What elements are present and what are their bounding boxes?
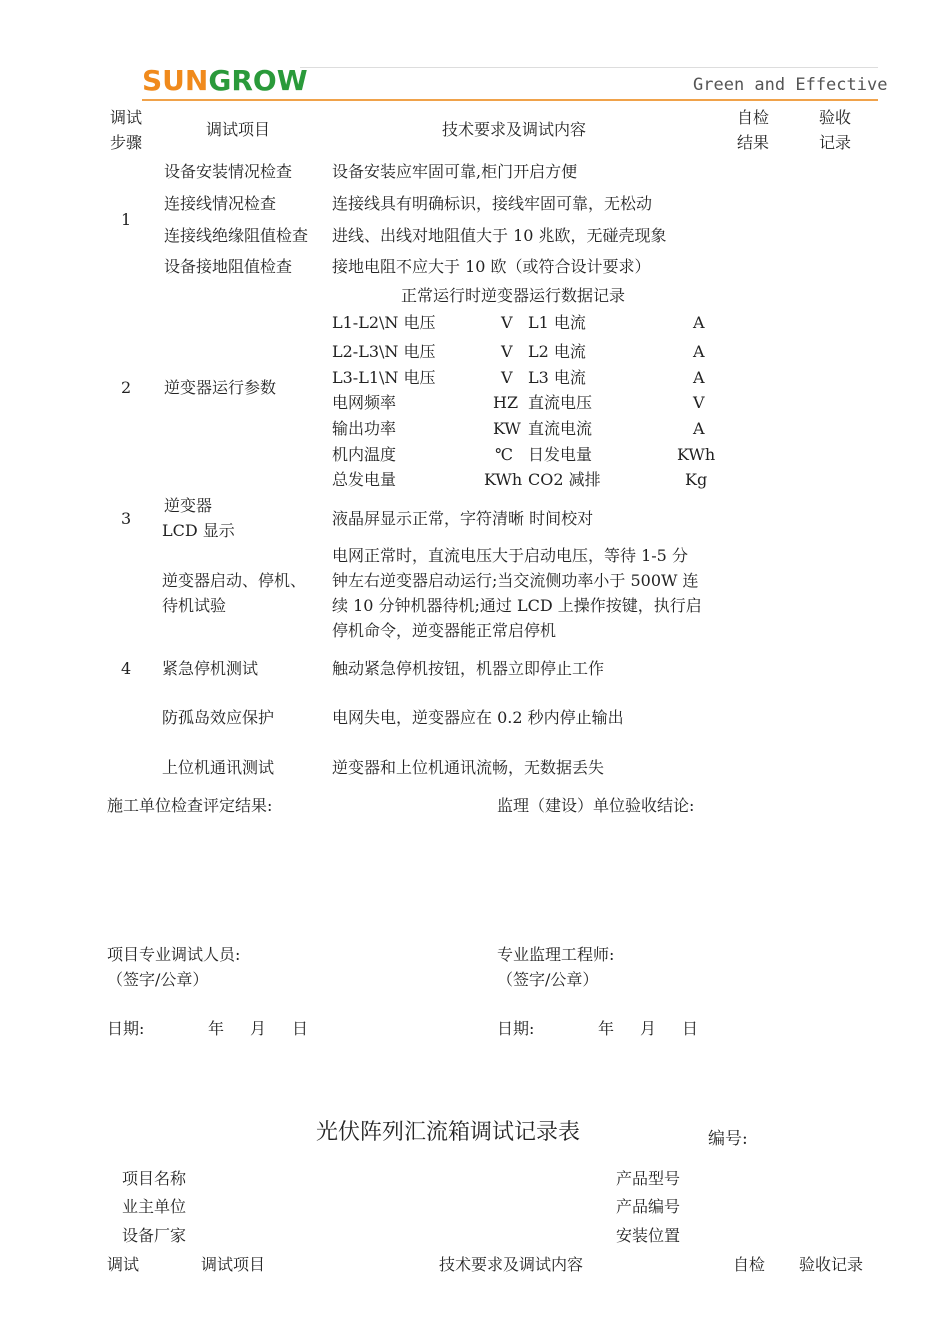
param-left-unit: KW bbox=[493, 419, 521, 438]
param-right-unit: A bbox=[693, 419, 705, 438]
s1-content-4: 接地电阻不应大于 10 欧（或符合设计要求） bbox=[332, 257, 651, 276]
step-number-2: 2 bbox=[121, 378, 132, 397]
left-date-month: 月 bbox=[250, 1019, 267, 1038]
left-date-year: 年 bbox=[208, 1019, 225, 1038]
param-right-label: L3 电流 bbox=[528, 368, 586, 387]
s4-r1-content-line2: 钟左右逆变器启动运行;当交流侧功率小于 500W 连 bbox=[332, 571, 699, 590]
s4-r2-content: 触动紧急停机按钮，机器立即停止工作 bbox=[332, 659, 605, 678]
param-left-unit: V bbox=[501, 368, 513, 387]
form2-th-content: 技术要求及调试内容 bbox=[439, 1255, 584, 1274]
s3-item-line1: 逆变器 bbox=[164, 496, 213, 515]
form2-project-name-label: 项目名称 bbox=[122, 1169, 187, 1188]
s1-content-3: 进线、出线对地阻值大于 10 兆欧，无碰壳现象 bbox=[332, 226, 667, 245]
form2-location-label: 安装位置 bbox=[616, 1226, 681, 1245]
param-left-label: 电网频率 bbox=[332, 393, 397, 412]
right-date-month: 月 bbox=[640, 1019, 657, 1038]
th-self-line1: 自检 bbox=[737, 108, 770, 127]
param-left-label: 机内温度 bbox=[332, 445, 397, 464]
s3-item-line2: LCD 显示 bbox=[162, 521, 235, 540]
logo-text-grow: GROW bbox=[208, 64, 308, 97]
param-right-unit: A bbox=[693, 313, 705, 332]
param-right-label: 直流电流 bbox=[528, 419, 593, 438]
s4-r1-item-line1: 逆变器启动、停机、 bbox=[162, 571, 307, 590]
th-acc-line2: 记录 bbox=[819, 133, 852, 152]
s1-item-3: 连接线绝缘阻值检查 bbox=[164, 226, 309, 245]
form2-serial-label: 产品编号 bbox=[616, 1197, 681, 1216]
left-date-day: 日 bbox=[292, 1019, 309, 1038]
s4-r1-content-line1: 电网正常时，直流电压大于启动电压，等待 1-5 分 bbox=[332, 546, 688, 565]
param-right-label: 直流电压 bbox=[528, 393, 593, 412]
param-right-unit: KWh bbox=[677, 445, 716, 464]
param-left-label: 输出功率 bbox=[332, 419, 397, 438]
step-number-1: 1 bbox=[121, 210, 132, 229]
s1-content-2: 连接线具有明确标识，接线牢固可靠，无松动 bbox=[332, 194, 653, 213]
th-acc-line1: 验收 bbox=[819, 108, 852, 127]
form2-owner-label: 业主单位 bbox=[122, 1197, 187, 1216]
right-date-year: 年 bbox=[598, 1019, 615, 1038]
param-right-unit: Kg bbox=[685, 470, 708, 489]
s2-item: 逆变器运行参数 bbox=[164, 378, 277, 397]
left-date-label: 日期: bbox=[107, 1019, 145, 1038]
th-self-line2: 结果 bbox=[737, 133, 770, 152]
param-right-unit: A bbox=[693, 368, 705, 387]
sungrow-logo bbox=[142, 66, 308, 96]
s4-r1-item-line2: 待机试验 bbox=[162, 596, 227, 615]
contractor-evaluation-label: 施工单位检查评定结果: bbox=[107, 796, 273, 815]
form2-th-step: 调试 bbox=[107, 1255, 140, 1274]
supervisor-conclusion-label: 监理（建设）单位验收结论: bbox=[497, 796, 695, 815]
form2-number-label: 编号: bbox=[708, 1129, 748, 1149]
form2-th-item: 调试项目 bbox=[201, 1255, 266, 1274]
param-left-unit: V bbox=[501, 342, 513, 361]
s1-item-2: 连接线情况检查 bbox=[164, 194, 277, 213]
s1-content-1: 设备安装应牢固可靠,柜门开启方便 bbox=[332, 162, 578, 181]
param-left-unit: V bbox=[501, 313, 513, 332]
param-left-unit: HZ bbox=[493, 393, 519, 412]
param-right-label: CO2 减排 bbox=[528, 470, 601, 489]
param-right-label: L1 电流 bbox=[528, 313, 586, 332]
s1-item-1: 设备安装情况检查 bbox=[164, 162, 293, 181]
header-top-rule bbox=[300, 67, 878, 68]
header-rule bbox=[142, 99, 878, 101]
s4-r4-item: 上位机通讯测试 bbox=[162, 758, 275, 777]
s4-r1-content-line4: 停机命令，逆变器能正常启停机 bbox=[332, 621, 557, 640]
param-left-label: L1-L2\N 电压 bbox=[332, 313, 436, 332]
right-sign-seal: （签字/公章） bbox=[497, 970, 599, 989]
step-number-3: 3 bbox=[121, 509, 132, 528]
form2-model-label: 产品型号 bbox=[616, 1169, 681, 1188]
supervising-engineer-label: 专业监理工程师: bbox=[497, 945, 615, 964]
s4-r1-content-line3: 续 10 分钟机器待机;通过 LCD 上操作按键，执行启 bbox=[332, 596, 702, 615]
param-right-label: 日发电量 bbox=[528, 445, 593, 464]
th-content: 技术要求及调试内容 bbox=[442, 120, 587, 139]
header-tagline: Green and Effective bbox=[693, 75, 888, 95]
param-left-label: L2-L3\N 电压 bbox=[332, 342, 436, 361]
s3-content: 液晶屏显示正常，字符清晰 时间校对 bbox=[332, 509, 594, 528]
logo-text-sun: SUN bbox=[142, 64, 209, 97]
s4-r4-content: 逆变器和上位机通讯流畅，无数据丢失 bbox=[332, 758, 605, 777]
form2-th-acc: 验收记录 bbox=[799, 1255, 864, 1274]
form2-manufacturer-label: 设备厂家 bbox=[122, 1226, 187, 1245]
s4-r3-item: 防孤岛效应保护 bbox=[162, 708, 275, 727]
param-right-label: L2 电流 bbox=[528, 342, 586, 361]
s4-r3-content: 电网失电，逆变器应在 0.2 秒内停止输出 bbox=[332, 708, 624, 727]
param-left-unit: ℃ bbox=[495, 445, 513, 464]
param-right-unit: A bbox=[693, 342, 705, 361]
step-number-4: 4 bbox=[121, 659, 132, 678]
th-step-line1: 调试 bbox=[110, 108, 143, 127]
param-right-unit: V bbox=[693, 393, 705, 412]
right-date-day: 日 bbox=[682, 1019, 699, 1038]
s4-r2-item: 紧急停机测试 bbox=[162, 659, 259, 678]
s2-subtitle: 正常运行时逆变器运行数据记录 bbox=[401, 286, 626, 305]
param-left-label: L3-L1\N 电压 bbox=[332, 368, 436, 387]
form2-title: 光伏阵列汇流箱调试记录表 bbox=[316, 1120, 581, 1145]
form2-th-self: 自检 bbox=[733, 1255, 766, 1274]
param-left-label: 总发电量 bbox=[332, 470, 397, 489]
s1-item-4: 设备接地阻值检查 bbox=[164, 257, 293, 276]
right-date-label: 日期: bbox=[497, 1019, 535, 1038]
left-sign-seal: （签字/公章） bbox=[107, 970, 209, 989]
th-step-line2: 步骤 bbox=[110, 133, 143, 152]
param-left-unit: KWh bbox=[484, 470, 523, 489]
th-item: 调试项目 bbox=[206, 120, 271, 139]
commissioning-person-label: 项目专业调试人员: bbox=[107, 945, 241, 964]
